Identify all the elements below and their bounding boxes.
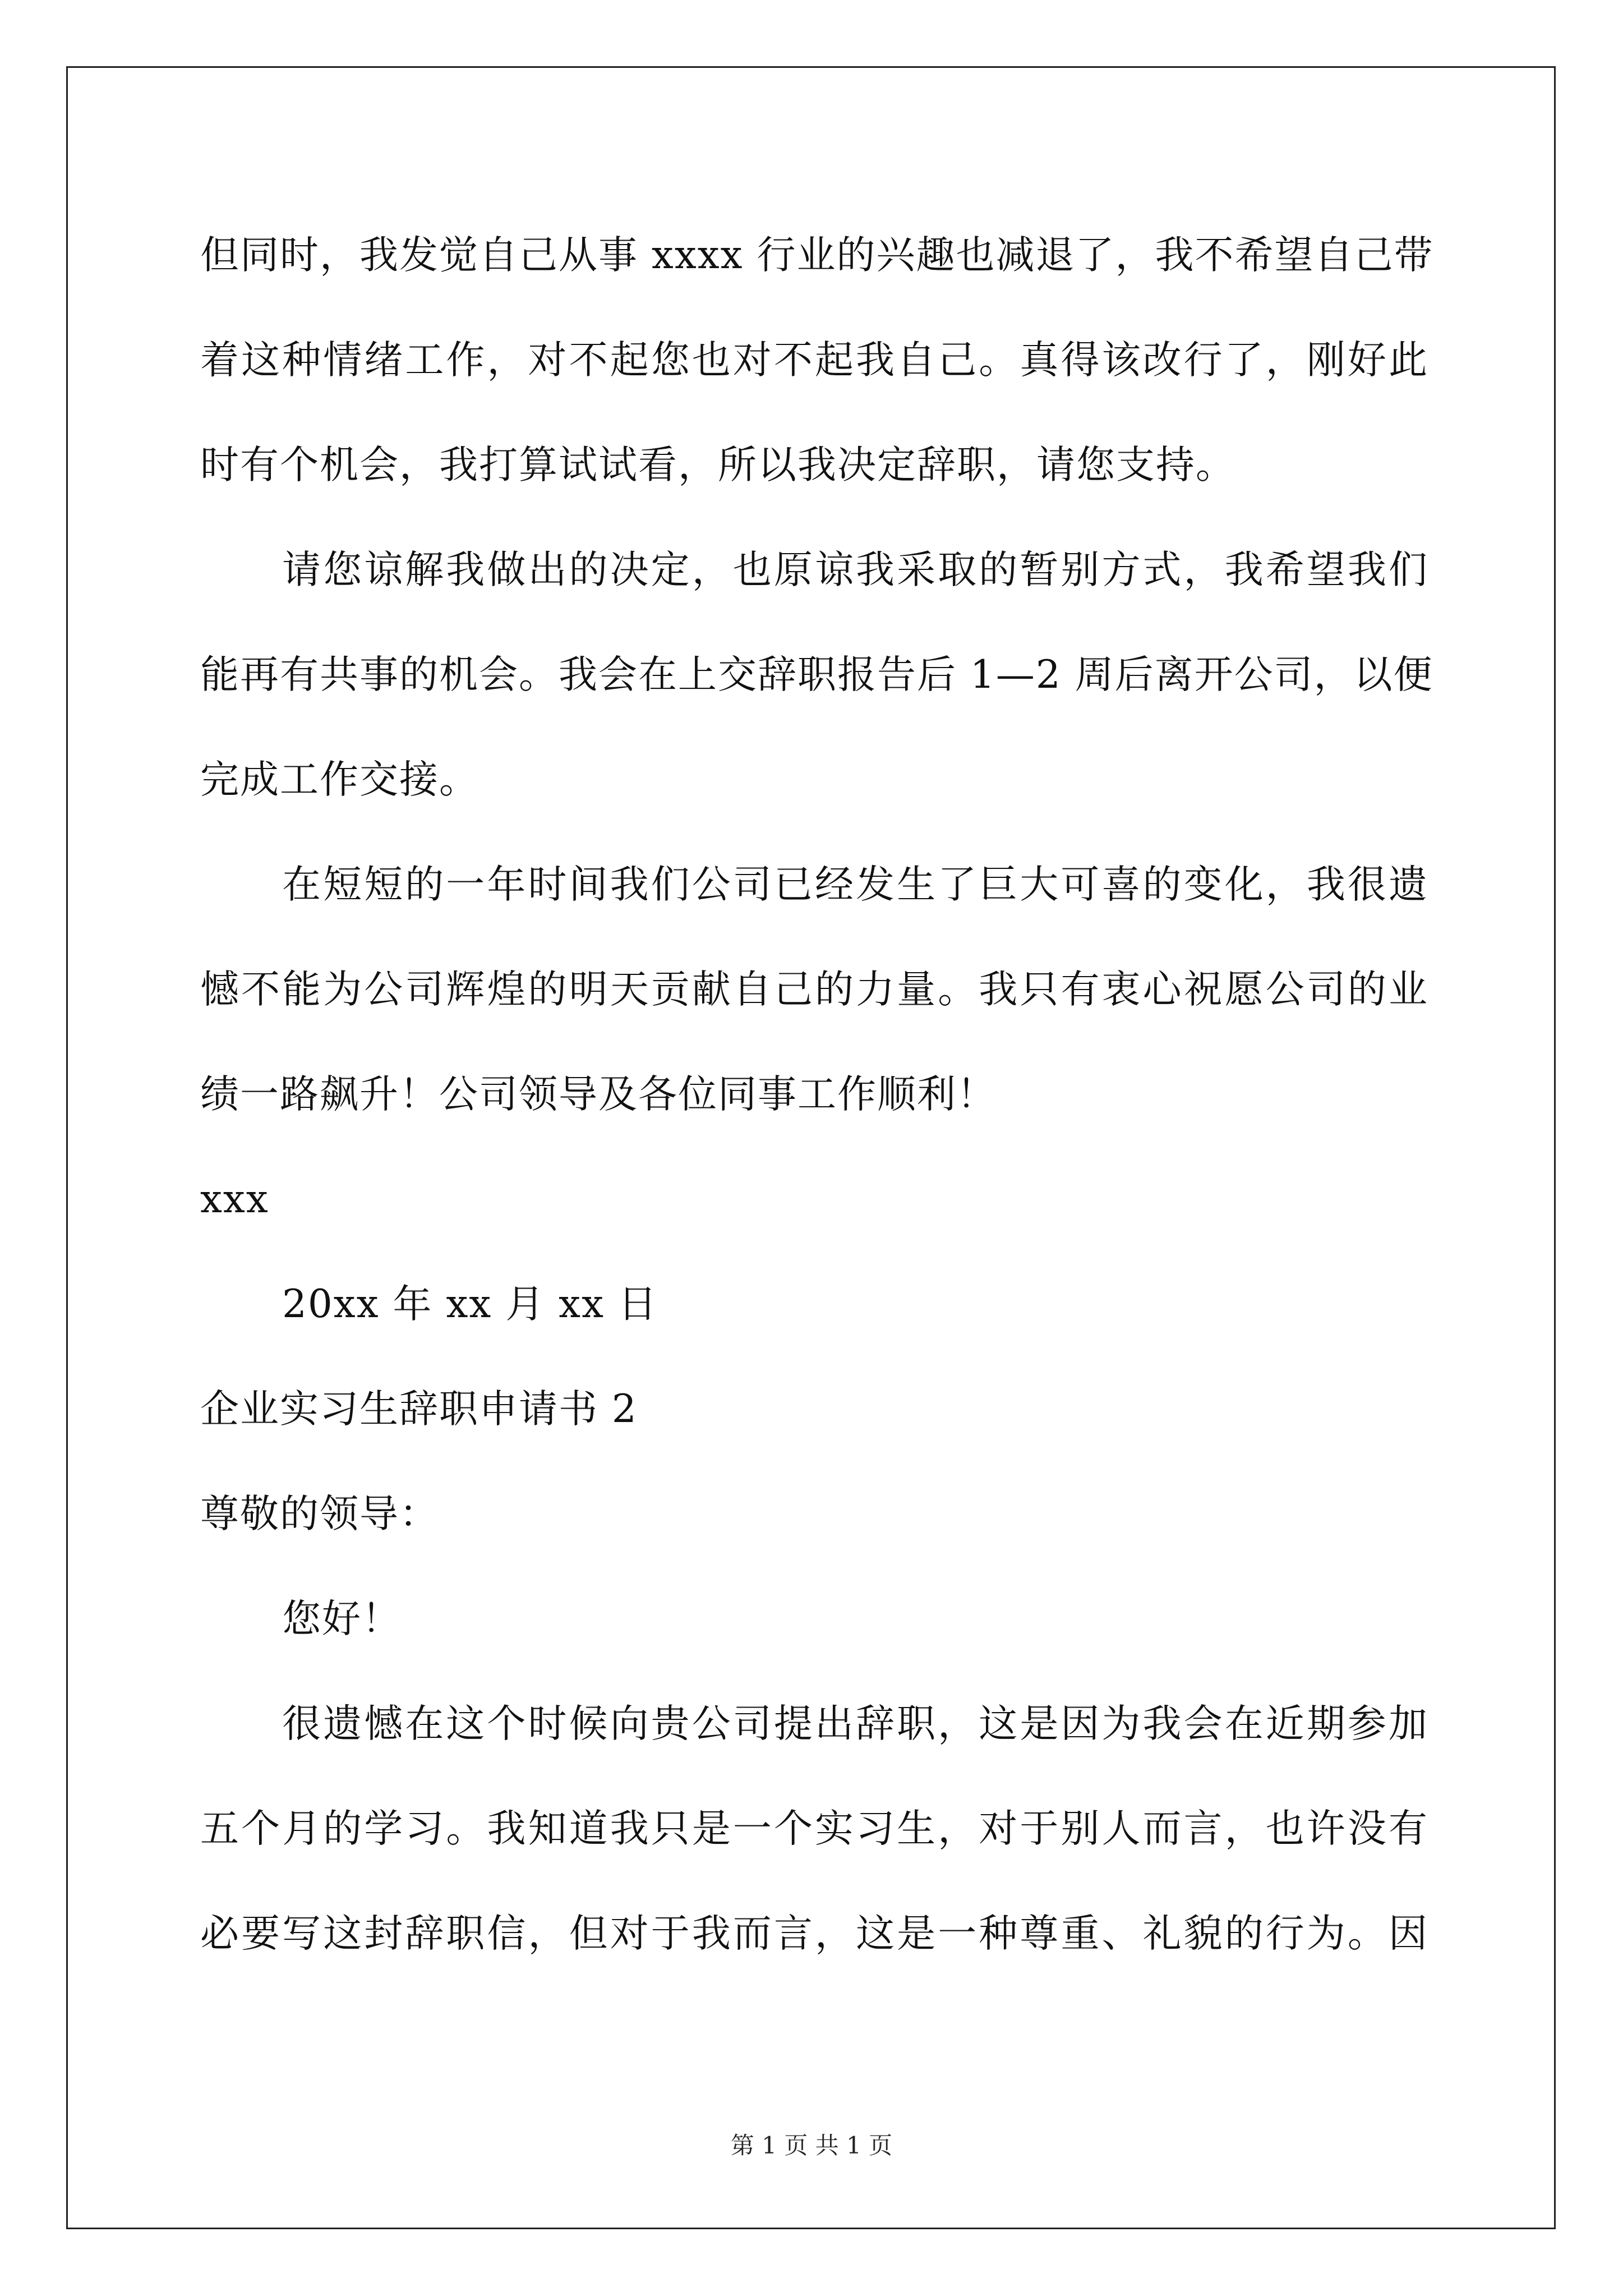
text-line-7: 在短短的一年时间我们公司已经发生了巨大可喜的变化，我很遗 <box>282 862 1428 907</box>
text-line-15: 很遗憾在这个时候向贵公司提出辞职，这是因为我会在近期参加 <box>282 1701 1428 1746</box>
text-line-9: 绩一路飙升！公司领导及各位同事工作顺利！ <box>200 1072 997 1117</box>
signature-name: xxx <box>200 1177 269 1222</box>
text-line-1: 但同时，我发觉自己从事 xxxx 行业的兴趣也减退了，我不希望自己带 <box>200 233 1434 278</box>
text-line-17: 必要写这封辞职信，但对于我而言，这是一种尊重、礼貌的行为。因 <box>200 1911 1428 1956</box>
greeting: 您好！ <box>282 1596 402 1641</box>
signature-date: 20xx 年 xx 月 xx 日 <box>282 1282 658 1327</box>
text-line-3: 时有个机会，我打算试试看，所以我决定辞职，请您支持。 <box>200 443 1235 487</box>
text-line-5: 能再有共事的机会。我会在上交辞职报告后 1—2 周后离开公司，以便 <box>200 652 1433 697</box>
text-line-16: 五个月的学习。我知道我只是一个实习生，对于别人而言，也许没有 <box>200 1806 1428 1851</box>
document-body <box>200 213 1434 1996</box>
text-line-4: 请您谅解我做出的决定，也原谅我采取的暂别方式，我希望我们 <box>282 547 1428 592</box>
page-footer: 第 1 页 共 1 页 <box>730 2132 893 2159</box>
text-line-2: 着这种情绪工作，对不起您也对不起我自己。真得该改行了，刚好此 <box>200 338 1428 383</box>
salutation: 尊敬的领导： <box>200 1492 439 1536</box>
text-line-8: 憾不能为公司辉煌的明天贡献自己的力量。我只有衷心祝愿公司的业 <box>200 967 1428 1012</box>
text-line-6: 完成工作交接。 <box>200 757 479 802</box>
section-title: 企业实习生辞职申请书 2 <box>200 1387 638 1432</box>
